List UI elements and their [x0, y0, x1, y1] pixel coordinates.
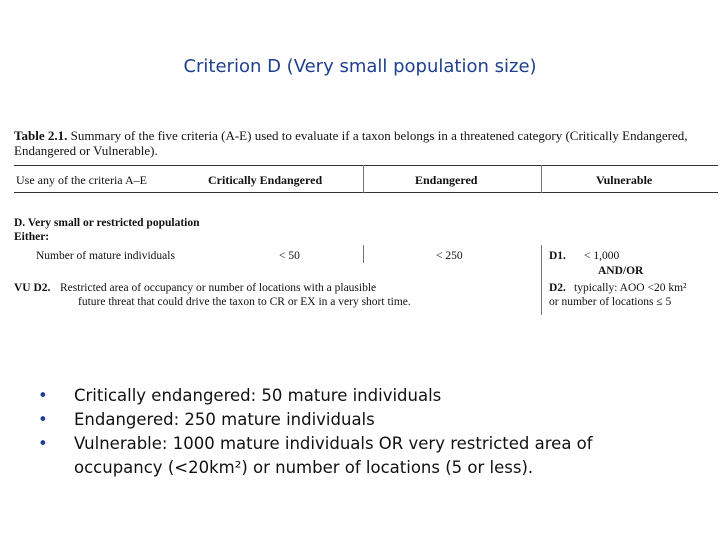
vu-d1-code: D1.: [549, 250, 566, 262]
bullet-text: Critically endangered: 50 mature individuals: [74, 386, 442, 405]
section-title-d: D. Very small or restricted population: [14, 217, 200, 229]
table-header-rule: [14, 192, 718, 193]
table-caption-label: Table 2.1.: [14, 128, 68, 143]
mature-individuals-label: Number of mature individuals: [36, 250, 175, 262]
slide-title: Criterion D (Very small population size): [183, 56, 537, 77]
row-divider-1: [363, 245, 364, 263]
and-or-label: AND/OR: [598, 265, 644, 277]
vu-d2-code: D2.: [549, 282, 566, 294]
en-threshold: < 250: [436, 250, 463, 262]
bullet-list: [38, 384, 678, 480]
header-endangered: Endangered: [415, 173, 478, 187]
bullet-dot-icon: •: [38, 434, 48, 453]
cr-threshold: < 50: [279, 250, 300, 262]
bullet-item-vulnerable: [38, 432, 678, 480]
bullet-item-critically-endangered: [38, 384, 678, 408]
bullet-item-endangered: [38, 408, 678, 432]
table-top-rule: [14, 165, 718, 166]
bullet-text: Endangered: 250 mature individuals: [74, 410, 375, 429]
bullet-dot-icon: •: [38, 410, 48, 429]
header-vulnerable: Vulnerable: [596, 173, 653, 187]
either-label: Either:: [14, 231, 50, 243]
vu-d2-line-1: typically: AOO <20 km²: [574, 282, 687, 294]
bullet-text: Vulnerable: 1000 mature individuals OR very restricted area of occupancy (<20km²) or number of locations (5 or less).: [74, 434, 593, 477]
header-divider-2: [541, 165, 542, 193]
header-use-any: Use any of the criteria A–E: [16, 173, 147, 187]
vu-d2-row-text-1: Restricted area of occupancy or number of locations with a plausible: [60, 282, 377, 294]
vu-d2-line-2: or number of locations ≤ 5: [549, 296, 672, 308]
table-caption-text: Summary of the five criteria (A-E) used to evaluate if a taxon belongs in a threatened category (Critically Endangered, Endangered or Vulnerable).: [14, 128, 688, 158]
header-divider-1: [363, 165, 364, 193]
vu-d2-row-text-2: future threat that could drive the taxon to CR or EX in a very short time.: [78, 296, 411, 308]
bullet-dot-icon: •: [38, 386, 48, 405]
table-caption: [14, 128, 714, 158]
vu-d1-value: < 1,000: [584, 250, 620, 262]
vu-d2-row-code: VU D2.: [14, 282, 51, 294]
row-divider-2: [541, 245, 542, 315]
header-critically-endangered: Critically Endangered: [208, 173, 323, 187]
criteria-table-figure: [14, 128, 718, 318]
